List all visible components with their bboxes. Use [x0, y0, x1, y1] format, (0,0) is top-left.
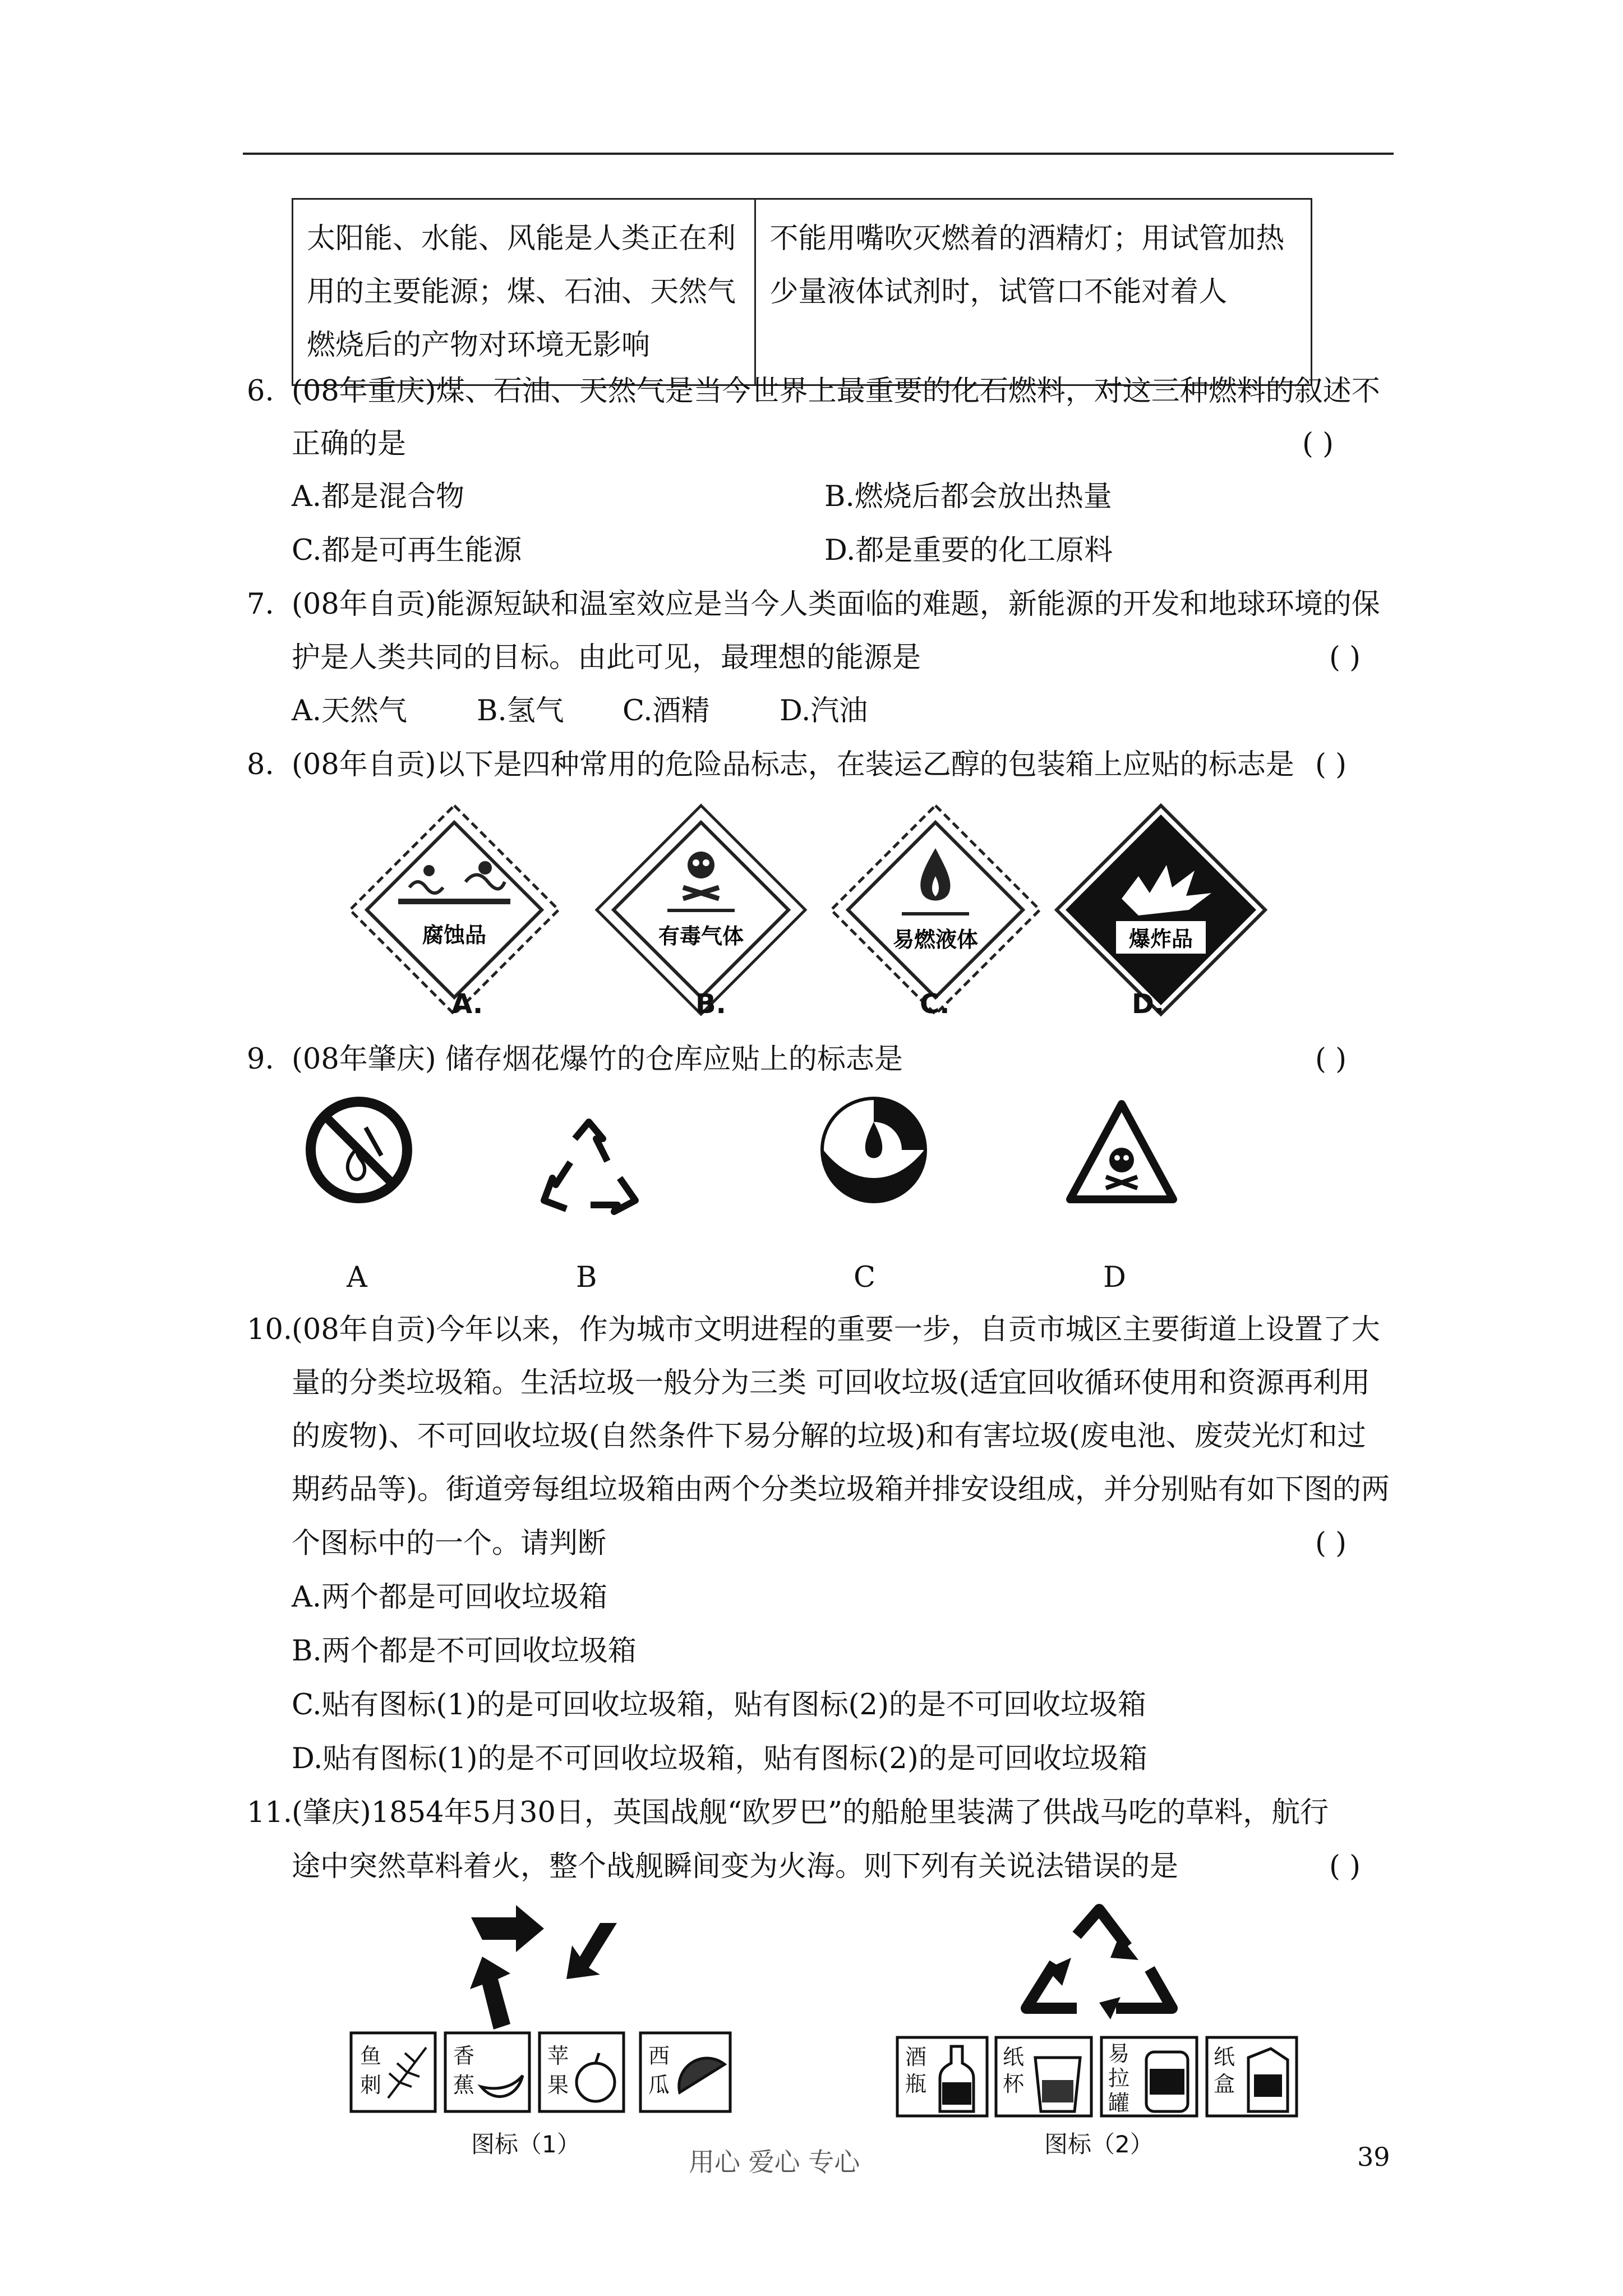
icon2-items	[895, 2035, 1304, 2119]
q8-stem-line1: (08年自贡)以下是四种常用的危险品标志，在装运乙醇的包装箱上应贴的标志是	[292, 748, 1294, 781]
icon1-caption: 图标（1）	[471, 2131, 580, 2158]
q10-stem-line3: 的废物)、不可回收垃圾(自然条件下易分解的垃圾)和有害垃圾(废电池、废荧光灯和过	[292, 1420, 1366, 1453]
icon1-item1-char1: 鱼	[360, 2044, 382, 2068]
header-rule	[243, 153, 1394, 155]
q9-letter-a: A	[347, 1261, 367, 1294]
explosive-sign-icon	[1054, 803, 1267, 1020]
q10-stem-line1: (08年自贡)今年以来，作为城市文明进程的重要一步，自贡市城区主要街道上设置了大	[292, 1313, 1380, 1346]
icon2-item3-char1: 易	[1108, 2041, 1130, 2066]
q8-answer-bracket: ( )	[1315, 748, 1347, 781]
q7-option-a: A.天然气	[292, 694, 408, 728]
q7-option-b: B.氢气	[477, 694, 564, 728]
water-saving-sign-icon	[818, 1094, 930, 1206]
q11-answer-bracket: ( )	[1329, 1850, 1361, 1883]
apple-icon	[577, 2063, 615, 2101]
page-number: 39	[1357, 2142, 1390, 2172]
sign-b-label: 有毒气体	[658, 924, 744, 949]
q10-number: 10.	[247, 1313, 293, 1346]
toxic-warning-sign-icon	[1066, 1099, 1178, 1206]
q7-option-c: C.酒精	[623, 694, 710, 728]
footer-motto: 用心 爱心 专心	[689, 2147, 860, 2177]
sign-d-letter: D.	[1132, 988, 1165, 1020]
icon2-item1-char2: 瓶	[905, 2072, 927, 2096]
icon2-item2-char2: 杯	[1003, 2072, 1025, 2096]
q10-answer-bracket: ( )	[1315, 1527, 1347, 1560]
icon2-caption: 图标（2）	[1044, 2131, 1154, 2158]
recycle-sign-icon	[536, 1116, 642, 1223]
icon2-item3-char3: 罐	[1108, 2091, 1130, 2115]
sign-b-letter: B.	[695, 988, 726, 1020]
q7-answer-bracket: ( )	[1329, 641, 1361, 674]
q9-answer-bracket: ( )	[1315, 1043, 1347, 1076]
recyclable-symbol-icon	[1015, 1902, 1183, 2031]
q10-option-b: B.两个都是不可回收垃圾箱	[292, 1635, 637, 1668]
flammable-liquid-sign-icon	[829, 803, 1042, 1020]
q9-letter-b: B	[576, 1261, 597, 1294]
q6-stem-line1: (08年重庆)煤、石油、天然气是当今世界上最重要的化石燃料，对这三种燃料的叙述不	[292, 375, 1380, 408]
q9-letter-c: C	[854, 1261, 876, 1294]
q11-number: 11.	[247, 1796, 293, 1829]
icon2-item1-char1: 酒	[905, 2045, 927, 2069]
q11-stem-line2: 途中突然草料着火，整个战舰瞬间变为火海。则下列有关说法错误的是	[292, 1850, 1179, 1883]
non-recyclable-symbol-icon	[460, 1901, 628, 2035]
icon2-item3-char2: 拉	[1108, 2066, 1130, 2091]
q10-stem-line4: 期药品等)。街道旁每组垃圾箱由两个分类垃圾箱并排安设组成，并分别贴有如下图的两	[292, 1473, 1390, 1506]
sign-c-label: 易燃液体	[892, 927, 979, 952]
q10-option-c: C.贴有图标(1)的是可回收垃圾箱，贴有图标(2)的是不可回收垃圾箱	[292, 1688, 1146, 1722]
icon1-items	[349, 2031, 741, 2115]
banana-icon	[481, 2076, 523, 2096]
icon1-item4-char2: 瓜	[648, 2073, 670, 2097]
watermelon-icon	[679, 2058, 725, 2092]
q8-number: 8.	[247, 748, 274, 781]
icon1-item2-char2: 蕉	[453, 2073, 475, 2097]
q9-letter-d: D	[1103, 1261, 1126, 1294]
q6-option-c: C.都是可再生能源	[292, 534, 522, 567]
q9-stem-line1: (08年肇庆) 储存烟花爆竹的仓库应贴上的标志是	[292, 1043, 903, 1076]
toxic-gas-sign-icon	[594, 803, 808, 1020]
corrosive-sign-icon	[348, 803, 561, 1020]
q6-number: 6.	[247, 375, 274, 408]
icon1-item4-char1: 西	[648, 2044, 670, 2068]
q7-stem-line2: 护是人类共同的目标。由此可见，最理想的能源是	[292, 641, 921, 674]
q10-stem-line5: 个图标中的一个。请判断	[292, 1527, 607, 1560]
no-open-flame-sign-icon	[303, 1094, 415, 1206]
table-cell-left: 太阳能、水能、风能是人类正在利用的主要能源；煤、石油、天然气燃烧后的产物对环境无影响	[293, 199, 755, 385]
q6-option-b: B.燃烧后都会放出热量	[824, 480, 1112, 513]
q7-option-d: D.汽油	[780, 694, 868, 728]
q6-option-a: A.都是混合物	[292, 480, 465, 513]
q6-stem-line2: 正确的是	[292, 427, 407, 461]
table-cell-right: 不能用嘴吹灭燃着的酒精灯；用试管加热少量液体试剂时，试管口不能对着人	[755, 199, 1312, 385]
sign-a-letter: A.	[451, 988, 483, 1020]
q9-number: 9.	[247, 1043, 274, 1076]
q7-number: 7.	[247, 588, 274, 621]
q10-option-d: D.贴有图标(1)的是不可回收垃圾箱，贴有图标(2)的是可回收垃圾箱	[292, 1742, 1147, 1775]
icon2-item2-char1: 纸	[1003, 2045, 1025, 2069]
comparison-table	[292, 198, 1312, 386]
q10-stem-line2: 量的分类垃圾箱。生活垃圾一般分为三类 可回收垃圾(适宜回收循环使用和资源再利用	[292, 1366, 1371, 1400]
icon1-item3-char1: 苹	[547, 2044, 569, 2068]
icon2-item4-char1: 纸	[1214, 2045, 1235, 2069]
q7-stem-line1: (08年自贡)能源短缺和温室效应是当今人类面临的难题，新能源的开发和地球环境的保	[292, 588, 1380, 621]
icon1-item3-char2: 果	[547, 2073, 569, 2097]
icon1-item1-char2: 刺	[360, 2073, 382, 2097]
q11-stem-line1: (肇庆)1854年5月30日，英国战舰“欧罗巴”的船舱里装满了供战马吃的草料，航行	[292, 1796, 1329, 1829]
fishbone-icon	[388, 2047, 426, 2098]
q10-option-a: A.两个都是可回收垃圾箱	[292, 1581, 608, 1614]
icon1-item2-char1: 香	[453, 2044, 475, 2068]
icon2-item4-char2: 盒	[1214, 2072, 1235, 2096]
q6-answer-bracket: ( )	[1302, 427, 1334, 461]
sign-c-letter: C.	[920, 988, 950, 1020]
sign-a-label: 腐蚀品	[422, 923, 487, 947]
q6-option-d: D.都是重要的化工原料	[824, 534, 1113, 567]
sign-d-label: 爆炸品	[1128, 927, 1193, 951]
